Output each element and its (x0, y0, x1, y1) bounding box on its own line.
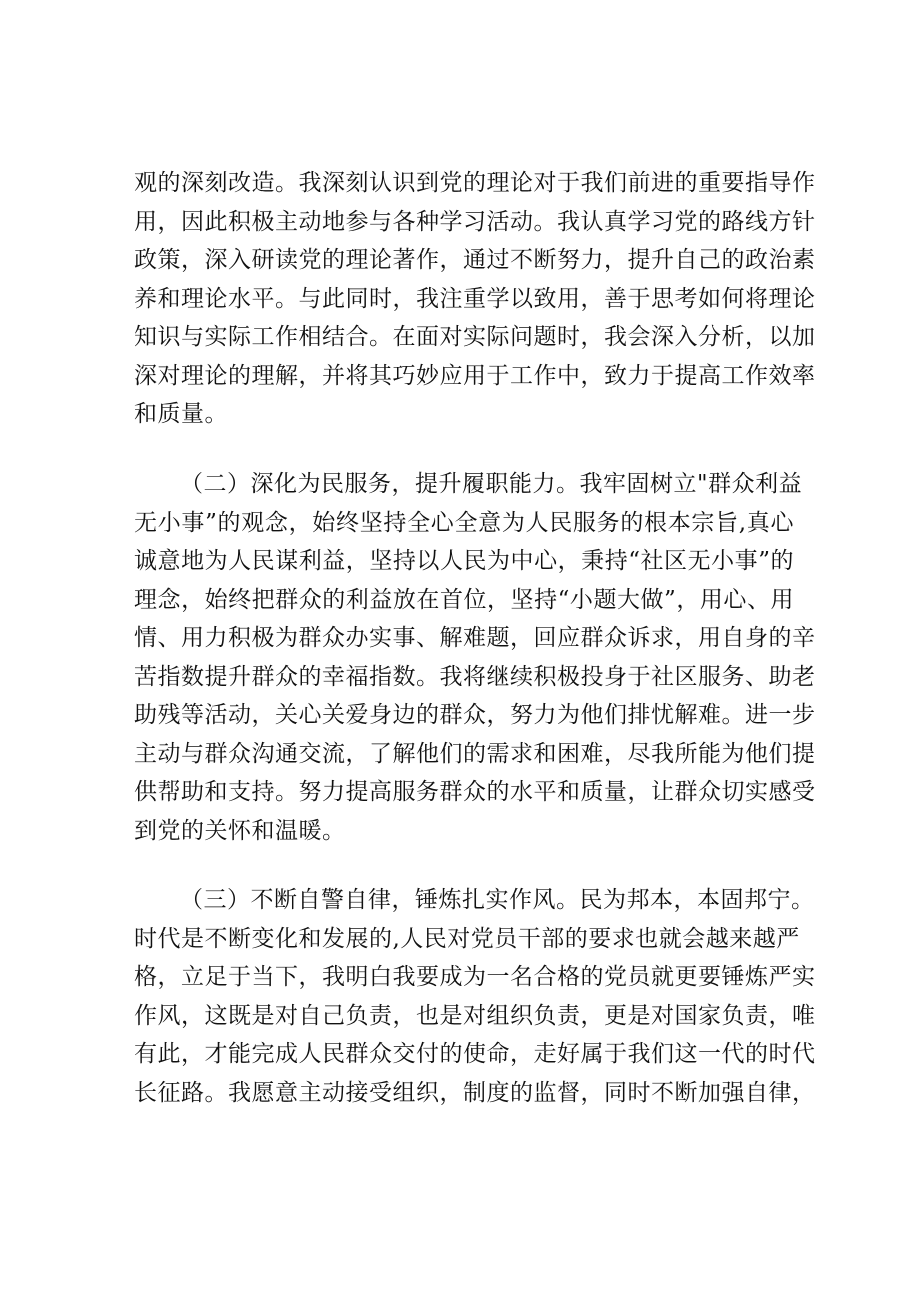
text-line: 作风，这既是对自己负责，也是对组织负责，更是对国家负责，唯 (134, 1002, 816, 1029)
section-heading-line: （二）深化为民服务，提升履职能力。我牢固树立"群众利益 (180, 471, 803, 497)
paragraph-self-discipline (134, 881, 816, 1112)
paragraph-study-theory (134, 164, 816, 434)
text-line: 用，因此积极主动地参与各种学习活动。我认真学习党的路线方针 (134, 208, 816, 235)
paragraph-serve-people (134, 465, 816, 850)
text-line: 格，立足于当下，我明白我要成为一名合格的党员就更要锤炼严实 (134, 964, 816, 990)
text-line: 情、用力积极为群众办实事、解难题，回应群众诉求，用自身的辛 (134, 625, 816, 651)
text-line: 和质量。 (134, 401, 228, 427)
text-line: 养和理论水平。与此同时，我注重学以致用，善于思考如何将理论 (134, 285, 816, 312)
text-line: 观的深刻改造。我深刻认识到党的理论对于我们前进的重要指导作 (134, 170, 816, 196)
text-line: 诚意地为人民谋利益，坚持以人民为中心，秉持“社区无小事”的 (134, 548, 794, 574)
text-line: 无小事”的观念，始终坚持全心全意为人民服务的根本宗旨,真心 (134, 509, 794, 536)
text-line: 苦指数提升群众的幸福指数。我将继续积极投身于社区服务、助老 (134, 663, 816, 690)
text-line: 深对理论的理解，并将其巧妙应用于工作中，致力于提高工作效率 (134, 362, 816, 389)
text-line: 助残等活动，关心关爱身边的群众，努力为他们排忧解难。进一步 (134, 702, 816, 728)
text-line: 长征路。我愿意主动接受组织，制度的监督，同时不断加强自律， (134, 1079, 816, 1106)
text-line: 时代是不断变化和发展的,人民对党员干部的要求也就会越来越严 (134, 925, 800, 952)
text-line: 政策，深入研读党的理论著作，通过不断努力，提升自己的政治素 (134, 247, 816, 273)
text-line: 理念，始终把群众的利益放在首位，坚持“小题大做”，用心、用 (134, 586, 794, 613)
text-line: 知识与实际工作相结合。在面对实际问题时，我会深入分析，以加 (134, 324, 816, 350)
text-line: 主动与群众沟通交流，了解他们的需求和困难，尽我所能为他们提 (134, 740, 816, 767)
text-line: 到党的关怀和温暖。 (134, 817, 346, 844)
text-line: 有此，才能完成人民群众交付的使命，走好属于我们这一代的时代 (134, 1041, 816, 1067)
text-line: 供帮助和支持。努力提高服务群众的水平和质量，让群众切实感受 (134, 779, 816, 805)
section-heading-line: （三）不断自警自律，锤炼扎实作风。民为邦本，本固邦宁。 (180, 887, 815, 913)
